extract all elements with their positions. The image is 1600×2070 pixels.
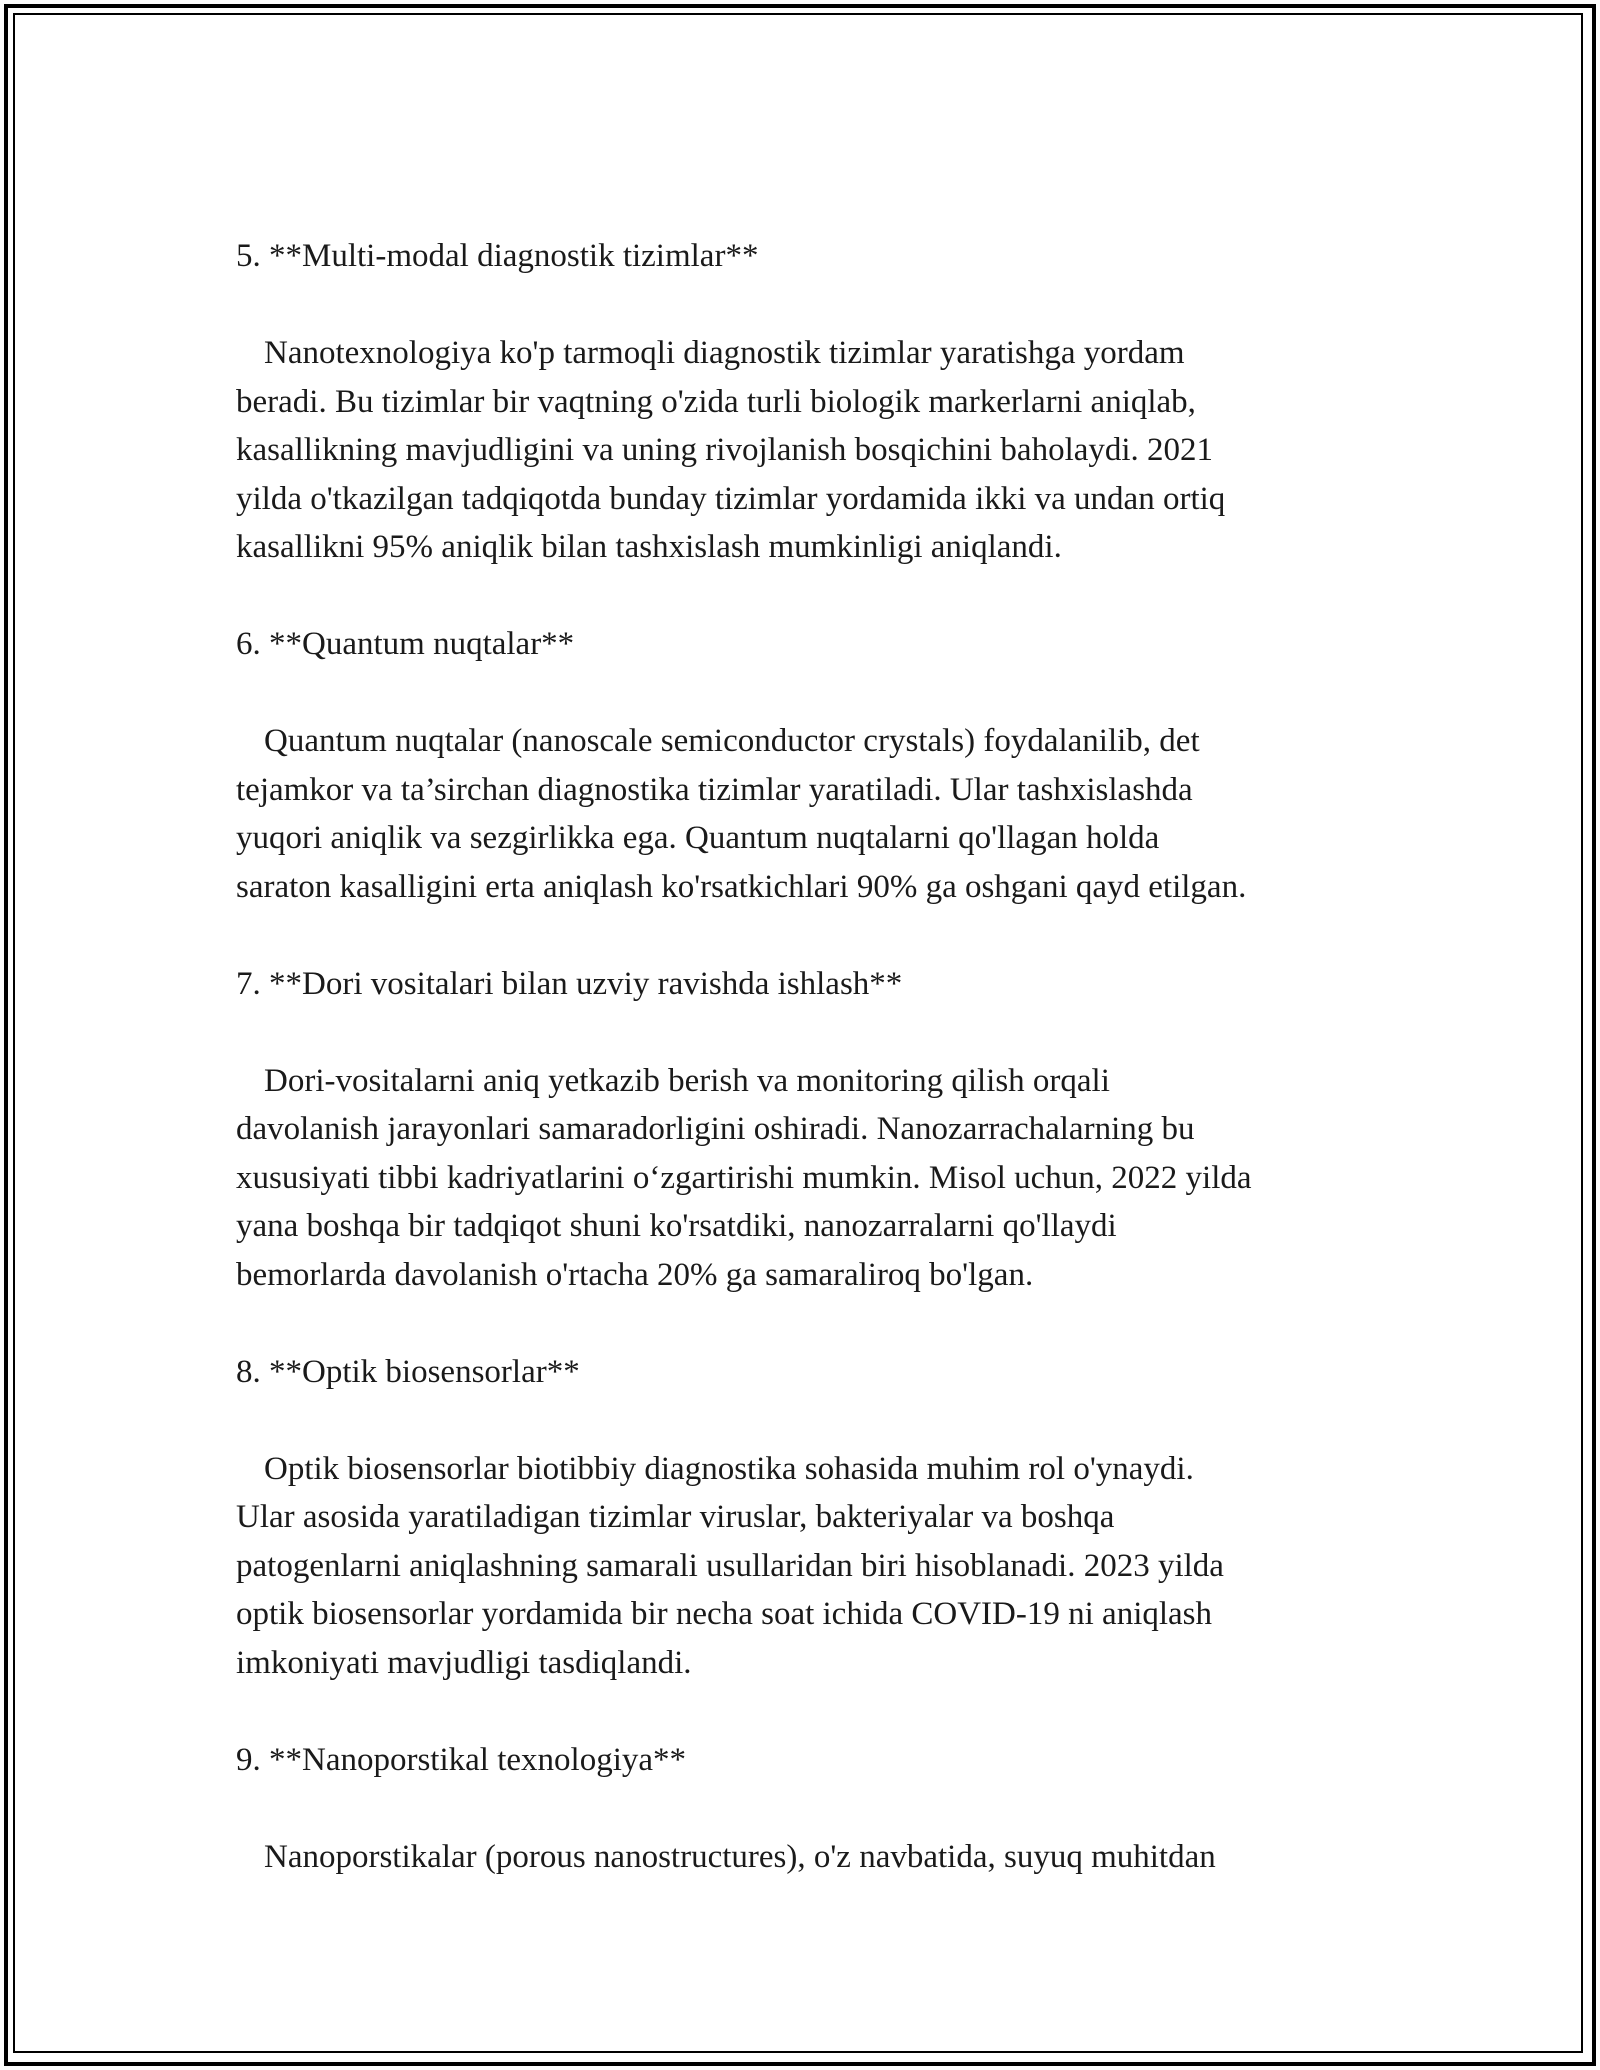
text-line: yilda o'tkazilgan tadqiqotda bunday tizimlar yordamida ikki va undan ortiq xyxy=(236,480,1226,517)
section-paragraph xyxy=(236,329,1386,572)
text-line: davolanish jarayonlari samaradorligini oshiradi. Nanozarrachalarning bu xyxy=(236,1111,1195,1147)
section-paragraph xyxy=(236,717,1386,911)
section-6 xyxy=(236,620,1386,911)
section-heading: 6. **Quantum nuqtalar** xyxy=(236,626,575,662)
section-heading: 7. **Dori vositalari bilan uzviy ravishda ishlash** xyxy=(236,965,903,1002)
text-line: yana boshqa bir tadqiqot shuni ko'rsatdiki, nanozarralarni qo'llaydi xyxy=(236,1208,1117,1244)
text-line: kasallikning mavjudligini va uning rivojlanish bosqichini baholaydi. 2021 xyxy=(236,432,1214,468)
text-line: Nanotexnologiya ko'p tarmoqli diagnostik tizimlar yaratishga yordam xyxy=(264,335,1185,371)
section-paragraph xyxy=(236,1057,1386,1300)
section-heading: 8. **Optik biosensorlar** xyxy=(236,1353,580,1390)
text-line: Quantum nuqtalar (nanoscale semiconductor crystals) foydalanilib, det xyxy=(264,723,1200,759)
text-line: xususiyati tibbi kadriyatlarini o‘zgartirishi mumkin. Misol uchun, 2022 yilda xyxy=(236,1159,1252,1196)
text-line: kasallikni 95% aniqlik bilan tashxislash mumkinligi aniqlandi. xyxy=(236,529,1062,565)
document-body xyxy=(236,232,1386,1930)
section-5 xyxy=(236,232,1386,572)
section-8 xyxy=(236,1348,1386,1688)
text-line: Nanoporstikalar (porous nanostructures), o'z navbatida, suyuq muhitdan xyxy=(264,1838,1216,1875)
text-line: optik biosensorlar yordamida bir necha soat ichida COVID-19 ni aniqlash xyxy=(236,1596,1213,1632)
text-line: imkoniyati mavjudligi tasdiqlandi. xyxy=(236,1644,692,1681)
text-line: saraton kasalligini erta aniqlash ko'rsatkichlari 90% ga oshgani qayd etilgan. xyxy=(236,868,1247,905)
section-heading: 5. **Multi-modal diagnostik tizimlar** xyxy=(236,238,759,274)
section-9 xyxy=(236,1736,1386,1882)
text-line: Dori-vositalarni aniq yetkazib berish va monitoring qilish orqali xyxy=(264,1062,1110,1099)
section-paragraph xyxy=(236,1445,1386,1688)
text-line: bemorlarda davolanish o'rtacha 20% ga samaraliroq bo'lgan. xyxy=(236,1256,1034,1293)
text-line: Optik biosensorlar biotibbiy diagnostika sohasida muhim rol o'ynaydi. xyxy=(264,1450,1194,1487)
text-line: patogenlarni aniqlashning samarali usullaridan biri hisoblanadi. 2023 yilda xyxy=(236,1547,1224,1584)
text-line: Ular asosida yaratiladigan tizimlar viruslar, bakteriyalar va boshqa xyxy=(236,1499,1115,1535)
text-line: yuqori aniqlik va sezgirlikka ega. Quantum nuqtalarni qo'llagan holda xyxy=(236,820,1160,856)
section-heading: 9. **Nanoporstikal texnologiya** xyxy=(236,1741,687,1778)
text-line: tejamkor va ta’sirchan diagnostika tizimlar yaratiladi. Ular tashxislashda xyxy=(236,771,1193,808)
section-paragraph xyxy=(236,1833,1386,1882)
text-line: beradi. Bu tizimlar bir vaqtning o'zida turli biologik markerlarni aniqlab, xyxy=(236,383,1196,420)
section-7 xyxy=(236,960,1386,1300)
